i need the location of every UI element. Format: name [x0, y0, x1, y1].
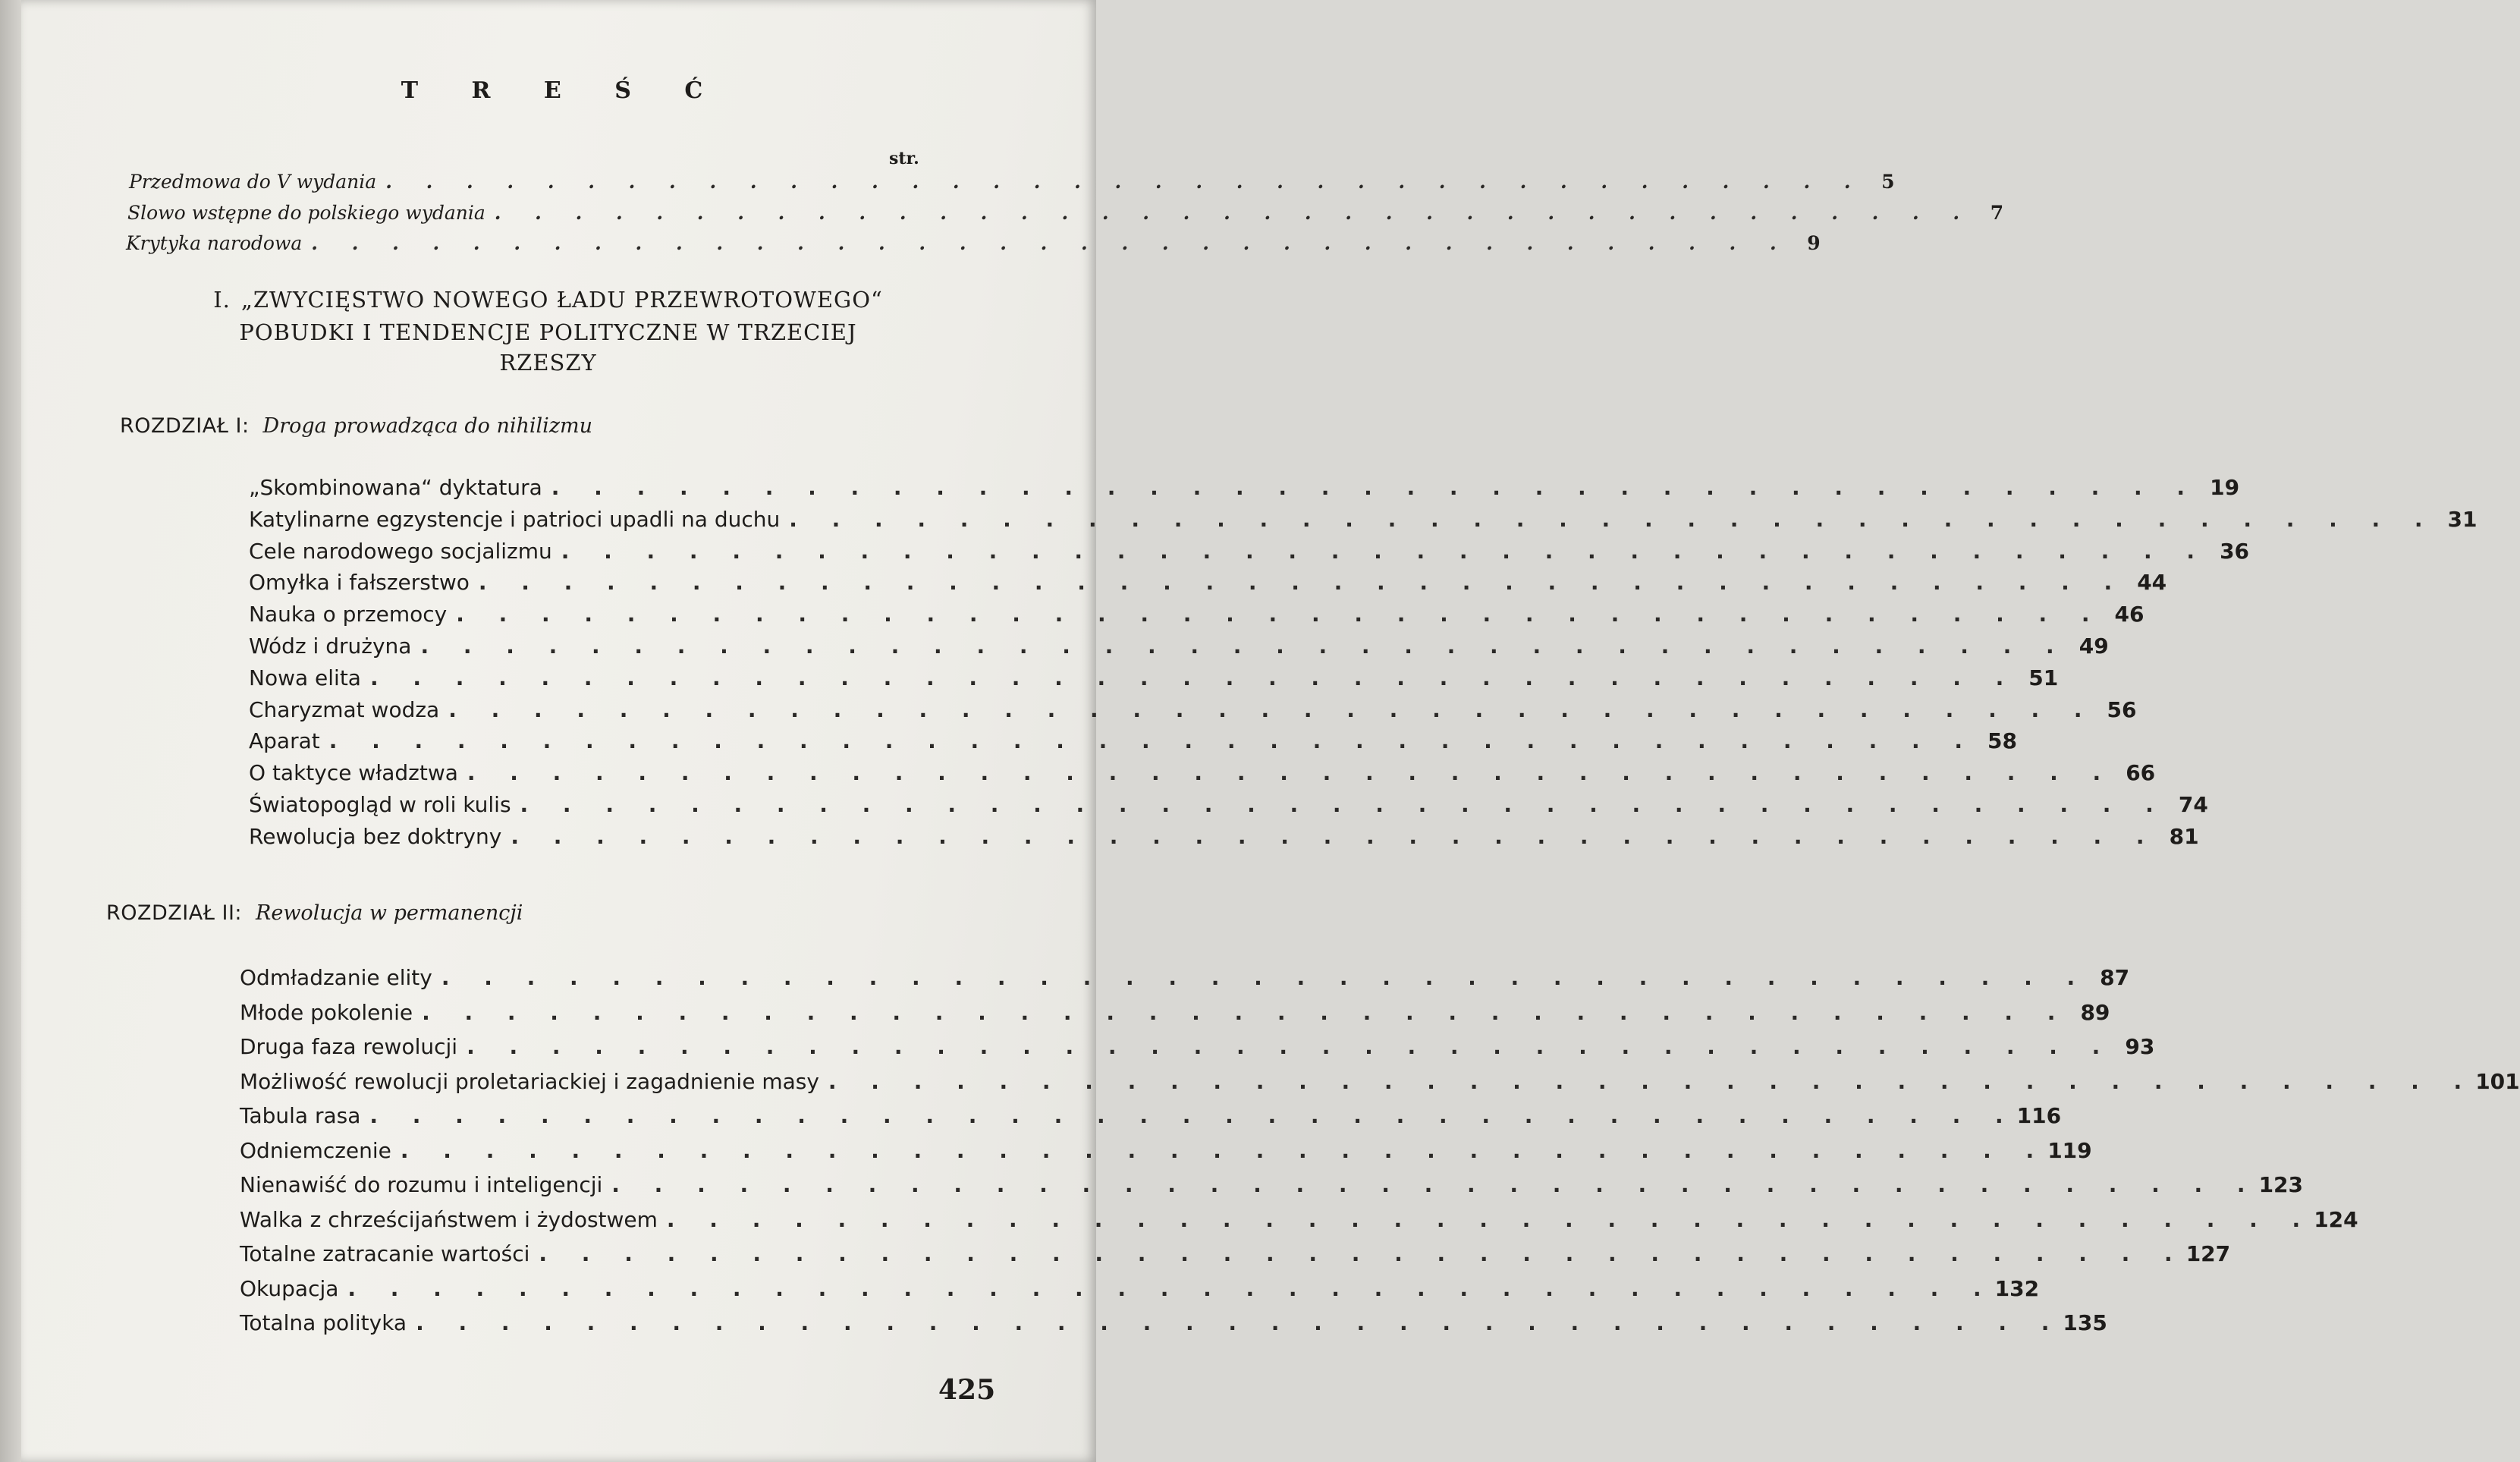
toc-entry — [249, 823, 2199, 849]
leader-dots: . . . . . . . . . . . . . . . . . . . . . . . . . . . . . . . . . . . . . . . — [520, 792, 2167, 817]
toc-entry — [240, 965, 2130, 990]
toc-entry-label: Slowo wstępne do polskiego wydania — [127, 202, 485, 224]
toc-entry-page: 119 — [2047, 1137, 2092, 1163]
toc-entry — [240, 1241, 2231, 1266]
toc-entry-label: Druga faza rewolucji — [240, 1034, 458, 1059]
toc-entry-page: 123 — [2258, 1172, 2304, 1197]
toc-entry-page: 58 — [1987, 728, 2017, 754]
toc-entry-label: Charyzmat wodza — [249, 696, 440, 722]
part-subtitle-line: RZESZY — [499, 350, 597, 376]
toc-entry-label: Rewolucja bez doktryny — [249, 823, 502, 849]
page-title: T R E Ś Ć — [401, 77, 726, 104]
page-number: 425 — [938, 1374, 996, 1406]
leader-dots: . . . . . . . . . . . . . . . . . . . . . . . . . . . . . . . . . . . . . — [494, 202, 1974, 224]
leader-dots: . . . . . . . . . . . . . . . . . . . . . . . . . . . . . . . . . . . . . . . — [561, 538, 2209, 564]
toc-entry-label: Walka z chrześcijaństwem i żydostwem — [240, 1206, 658, 1232]
toc-entry-page: 56 — [2107, 696, 2137, 722]
toc-entry-label: Totalna polityka — [240, 1310, 407, 1335]
toc-entry-page: 5 — [1881, 171, 1895, 193]
toc-entry — [240, 1103, 2062, 1128]
leader-dots: . . . . . . . . . . . . . . . . . . . . . . . . . . . . . . . . . . . . . . . — [328, 728, 1976, 754]
toc-entry — [249, 665, 2059, 690]
leader-dots: . . . . . . . . . . . . . . . . . . . . . . . . . . . . . . . . . . . . . . . — [511, 823, 2158, 849]
chapter-title: Rewolucja w permanencji — [256, 901, 523, 925]
leader-dots: . . . . . . . . . . . . . . . . . . . . . . . . . . . . . . . . . . . . . . . — [478, 570, 2126, 596]
toc-entry-label: Odmładzanie elity — [240, 965, 432, 990]
toc-entry-label: Nienawiść do rozumu i inteligencji — [240, 1172, 603, 1197]
leader-dots: . . . . . . . . . . . . . . . . . . . . . . . . . . . . . . . . . . . . . . . — [666, 1206, 2314, 1232]
toc-entry-label: Totalne zatracanie wartości — [240, 1241, 530, 1266]
toc-entry-label: Światopogląd w roli kulis — [249, 792, 511, 817]
chapter-title: Droga prowadząca do nihilizmu — [262, 414, 593, 438]
leader-dots: . . . . . . . . . . . . . . . . . . . . . . . . . . . . . . . . . . . . . . . — [448, 696, 2096, 722]
toc-entry — [240, 1068, 2520, 1094]
toc-entry — [249, 634, 2109, 659]
toc-entry-label: Cele narodowego socjalizmu — [249, 538, 552, 564]
leader-dots: . . . . . . . . . . . . . . . . . . . . . . . . . . . . . . . . . . . . . . . — [400, 1137, 2048, 1163]
leader-dots: . . . . . . . . . . . . . . . . . . . . . . . . . . . . . . . . . . . . . . . — [422, 999, 2069, 1025]
toc-entry-page: 81 — [2169, 823, 2199, 849]
leader-dots: . . . . . . . . . . . . . . . . . . . . . . . . . . . . . . . . . . . . . . . — [369, 1103, 2017, 1128]
toc-entry-label: Możliwość rewolucji proletariackiej i zagadnienie masy — [240, 1068, 819, 1094]
toc-entry-page: 135 — [2063, 1310, 2107, 1335]
chapter-heading — [106, 901, 523, 925]
toc-entry-page: 46 — [2114, 602, 2145, 627]
toc-entry-label: O taktyce władztwa — [249, 760, 458, 786]
toc-entry-page: 89 — [2080, 999, 2110, 1025]
toc-entry-front-matter — [126, 232, 1821, 254]
toc-entry-page: 36 — [2220, 538, 2250, 564]
part-heading-line — [0, 284, 1096, 316]
toc-entry-page: 51 — [2028, 665, 2059, 690]
leader-dots: . . . . . . . . . . . . . . . . . . . . . . . . . . . . . . . . . . . . . . . — [539, 1241, 2186, 1266]
leader-dots: . . . . . . . . . . . . . . . . . . . . . . . . . . . . . . . . . . . . . . . — [467, 1034, 2114, 1059]
toc-entry-page: 19 — [2210, 475, 2240, 500]
chapter-label: ROZDZIAŁ I: — [120, 414, 250, 438]
toc-entry — [249, 570, 2167, 596]
toc-entry-label: Krytyka narodowa — [126, 232, 303, 254]
toc-entry-page: 44 — [2137, 570, 2167, 596]
leader-dots: . . . . . . . . . . . . . . . . . . . . . . . . . . . . . . . . . . . . . . . — [347, 1275, 1995, 1301]
toc-entry-front-matter — [129, 171, 1895, 193]
toc-entry — [249, 792, 2208, 817]
toc-entry — [240, 1310, 2107, 1335]
toc-entry — [249, 602, 2145, 627]
toc-entry — [240, 1172, 2304, 1197]
leader-dots: . . . . . . . . . . . . . . . . . . . . . . . . . . . . . . . . . . . . . . . — [369, 665, 2018, 690]
toc-entry-page: 7 — [1990, 202, 2004, 224]
toc-entry-label: Katylinarne egzystencje i patrioci upadli na duchu — [249, 506, 781, 532]
toc-entry-label: Przedmowa do V wydania — [129, 171, 377, 193]
toc-entry-label: Okupacja — [240, 1275, 339, 1301]
toc-entry — [249, 475, 2240, 500]
toc-entry-page: 49 — [2079, 634, 2109, 659]
toc-entry-page: 116 — [2016, 1103, 2062, 1128]
toc-entry-page: 101 — [2475, 1068, 2520, 1094]
part-subtitle-line: POBUDKI I TENDENCJE POLITYCZNE W TRZECIEJ — [239, 319, 857, 345]
part-title: „ZWYCIĘSTWO NOWEGO ŁADU PRZEWROTOWEGO“ — [240, 287, 883, 313]
toc-entry-page: 31 — [2447, 506, 2478, 532]
toc-entry — [240, 1034, 2155, 1059]
toc-entry-page: 124 — [2314, 1206, 2358, 1232]
toc-entry — [249, 538, 2250, 564]
toc-entry-label: Omyłka i fałszerstwo — [249, 570, 470, 596]
chapter-heading — [120, 414, 592, 438]
toc-entry-front-matter — [127, 202, 2004, 224]
leader-dots: . . . . . . . . . . . . . . . . . . . . . . . . . . . . . . . . . . . . . — [385, 171, 1865, 193]
toc-entry — [249, 760, 2156, 786]
toc-entry — [240, 1206, 2358, 1232]
toc-entry — [240, 1275, 2040, 1301]
chapter-label: ROZDZIAŁ II: — [106, 901, 243, 925]
page-column-label: str. — [889, 149, 919, 168]
toc-entry-label: Nowa elita — [249, 665, 361, 690]
toc-entry-page: 132 — [1994, 1275, 2040, 1301]
leader-dots: . . . . . . . . . . . . . . . . . . . . . . . . . . . . . . . . . . . . . . . — [416, 1310, 2063, 1335]
leader-dots: . . . . . . . . . . . . . . . . . . . . . . . . . . . . . . . . . . . . . . . — [551, 475, 2199, 500]
toc-entry-label: „Skombinowana“ dyktatura — [249, 475, 542, 500]
part-number: I. — [213, 287, 231, 313]
toc-entry-page: 9 — [1807, 232, 1821, 254]
toc-entry — [249, 696, 2137, 722]
toc-entry-label: Wódz i drużyna — [249, 634, 412, 659]
toc-entry-label: Tabula rasa — [240, 1103, 361, 1128]
toc-entry-label: Młode pokolenie — [240, 999, 413, 1025]
leader-dots: . . . . . . . . . . . . . . . . . . . . . . . . . . . . . . . . . . . . . . . — [789, 506, 2437, 532]
leader-dots: . . . . . . . . . . . . . . . . . . . . . . . . . . . . . . . . . . . . . . . — [467, 760, 2115, 786]
toc-entry-page: 93 — [2125, 1034, 2155, 1059]
leader-dots: . . . . . . . . . . . . . . . . . . . . . . . . . . . . . . . . . . . . . . . — [456, 602, 2104, 627]
leader-dots: . . . . . . . . . . . . . . . . . . . . . . . . . . . . . . . . . . . . . . . — [611, 1172, 2259, 1197]
toc-entry-label: Aparat — [249, 728, 320, 754]
toc-entry — [249, 728, 2017, 754]
leader-dots: . . . . . . . . . . . . . . . . . . . . . . . . . . . . . . . . . . . . . . . — [420, 634, 2068, 659]
toc-entry-label: Odniemczenie — [240, 1137, 391, 1163]
toc-entry-label: Nauka o przemocy — [249, 602, 448, 627]
leader-dots: . . . . . . . . . . . . . . . . . . . . . . . . . . . . . . . . . . . . . . . — [828, 1068, 2476, 1094]
toc-entry — [240, 999, 2110, 1025]
toc-entry-page: 66 — [2126, 760, 2156, 786]
leader-dots: . . . . . . . . . . . . . . . . . . . . . . . . . . . . . . . . . . . . . — [311, 232, 1790, 254]
toc-entry-page: 74 — [2178, 792, 2208, 817]
book-spine-shadow — [0, 0, 23, 1462]
toc-entry — [240, 1137, 2092, 1163]
toc-entry-page: 87 — [2100, 965, 2130, 990]
toc-entry-page: 127 — [2185, 1241, 2231, 1266]
leader-dots: . . . . . . . . . . . . . . . . . . . . . . . . . . . . . . . . . . . . . . . — [441, 965, 2089, 990]
toc-entry — [249, 506, 2478, 532]
